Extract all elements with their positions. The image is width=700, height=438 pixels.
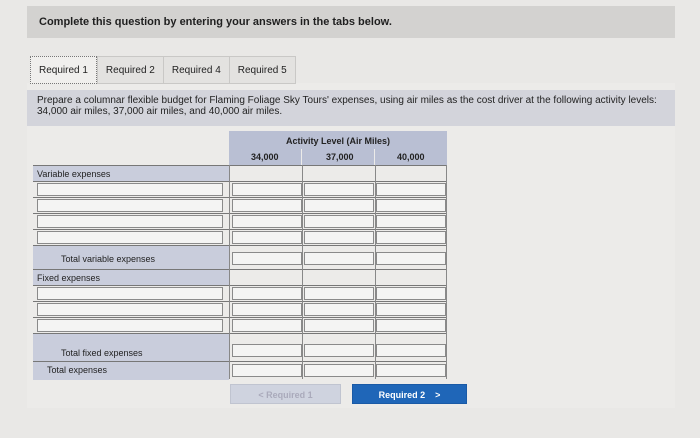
tab-required-1[interactable]: Required 1 xyxy=(30,56,97,84)
row-total-fixed xyxy=(33,333,446,361)
amount-input[interactable] xyxy=(376,319,446,332)
variable-expense-name-input[interactable] xyxy=(37,183,223,196)
amount-input[interactable] xyxy=(304,287,374,300)
amount-input[interactable] xyxy=(304,319,374,332)
table-row xyxy=(33,285,446,301)
variable-expense-name-input[interactable] xyxy=(37,199,223,212)
fixed-expense-name-input[interactable] xyxy=(37,303,223,316)
amount-input[interactable] xyxy=(232,319,302,332)
tab-required-4[interactable]: Required 4 xyxy=(163,56,229,84)
total-expenses-37000[interactable] xyxy=(304,364,374,377)
col-34000-header: 34,000 xyxy=(229,149,301,165)
amount-input[interactable] xyxy=(232,287,302,300)
table-row xyxy=(33,317,446,333)
question-header xyxy=(27,6,675,38)
activity-level-header: Activity Level (Air Miles) xyxy=(229,131,447,149)
amount-input[interactable] xyxy=(232,231,302,244)
amount-input[interactable] xyxy=(304,231,374,244)
table-row xyxy=(33,197,446,213)
table-row xyxy=(33,181,446,197)
amount-input[interactable] xyxy=(376,303,446,316)
col-40000-header: 40,000 xyxy=(375,149,447,165)
table-row xyxy=(33,301,446,317)
tab-required-5[interactable]: Required 5 xyxy=(229,56,296,84)
fixed-expense-name-input[interactable] xyxy=(37,287,223,300)
amount-input[interactable] xyxy=(376,231,446,244)
row-fixed-expenses xyxy=(33,269,446,285)
fixed-expense-name-input[interactable] xyxy=(37,319,223,332)
row-total-variable xyxy=(33,245,446,269)
question-title: Complete this question by entering your answers in the tabs below. xyxy=(39,16,392,28)
total-fixed-40000[interactable] xyxy=(376,344,446,357)
col-37000-header: 37,000 xyxy=(302,149,374,165)
fixed-expenses-label: Fixed expenses xyxy=(33,270,229,286)
total-variable-37000[interactable] xyxy=(304,252,374,265)
total-expenses-label: Total expenses xyxy=(33,362,229,380)
variable-expense-name-input[interactable] xyxy=(37,215,223,228)
amount-input[interactable] xyxy=(376,215,446,228)
variable-expense-name-input[interactable] xyxy=(37,231,223,244)
amount-input[interactable] xyxy=(232,183,302,196)
amount-input[interactable] xyxy=(304,215,374,228)
instructions: Prepare a columnar flexible budget for Flaming Foliage Sky Tours' expenses, using air miles as the cost driver at the following activity levels: 34,000 air miles, 37,000 air miles, and 40,000 air miles. xyxy=(27,90,675,126)
total-fixed-37000[interactable] xyxy=(304,344,374,357)
amount-input[interactable] xyxy=(376,287,446,300)
row-variable-expenses xyxy=(33,165,446,181)
total-fixed-34000[interactable] xyxy=(232,344,302,357)
row-total-expenses xyxy=(33,361,446,379)
chevron-left-icon: < xyxy=(258,390,264,400)
amount-input[interactable] xyxy=(304,199,374,212)
prev-label: Required 1 xyxy=(266,390,313,400)
flexible-budget-table xyxy=(33,131,446,379)
variable-expenses-label: Variable expenses xyxy=(33,166,229,182)
tab-required-2[interactable]: Required 2 xyxy=(97,56,163,84)
amount-input[interactable] xyxy=(232,199,302,212)
amount-input[interactable] xyxy=(376,183,446,196)
table-row xyxy=(33,229,446,245)
table-row xyxy=(33,213,446,229)
total-variable-34000[interactable] xyxy=(232,252,302,265)
total-fixed-label: Total fixed expenses xyxy=(33,334,229,362)
next-label: Required 2 xyxy=(378,390,426,400)
amount-input[interactable] xyxy=(304,303,374,316)
amount-input[interactable] xyxy=(376,199,446,212)
amount-input[interactable] xyxy=(232,215,302,228)
total-expenses-34000[interactable] xyxy=(232,364,302,377)
amount-input[interactable] xyxy=(232,303,302,316)
tab-bar xyxy=(30,56,296,84)
next-required-button[interactable] xyxy=(352,384,467,404)
amount-input[interactable] xyxy=(304,183,374,196)
total-expenses-40000[interactable] xyxy=(376,364,446,377)
chevron-right-icon: > xyxy=(435,390,441,400)
prev-required-button[interactable] xyxy=(230,384,341,404)
total-variable-label: Total variable expenses xyxy=(33,246,229,270)
total-variable-40000[interactable] xyxy=(376,252,446,265)
